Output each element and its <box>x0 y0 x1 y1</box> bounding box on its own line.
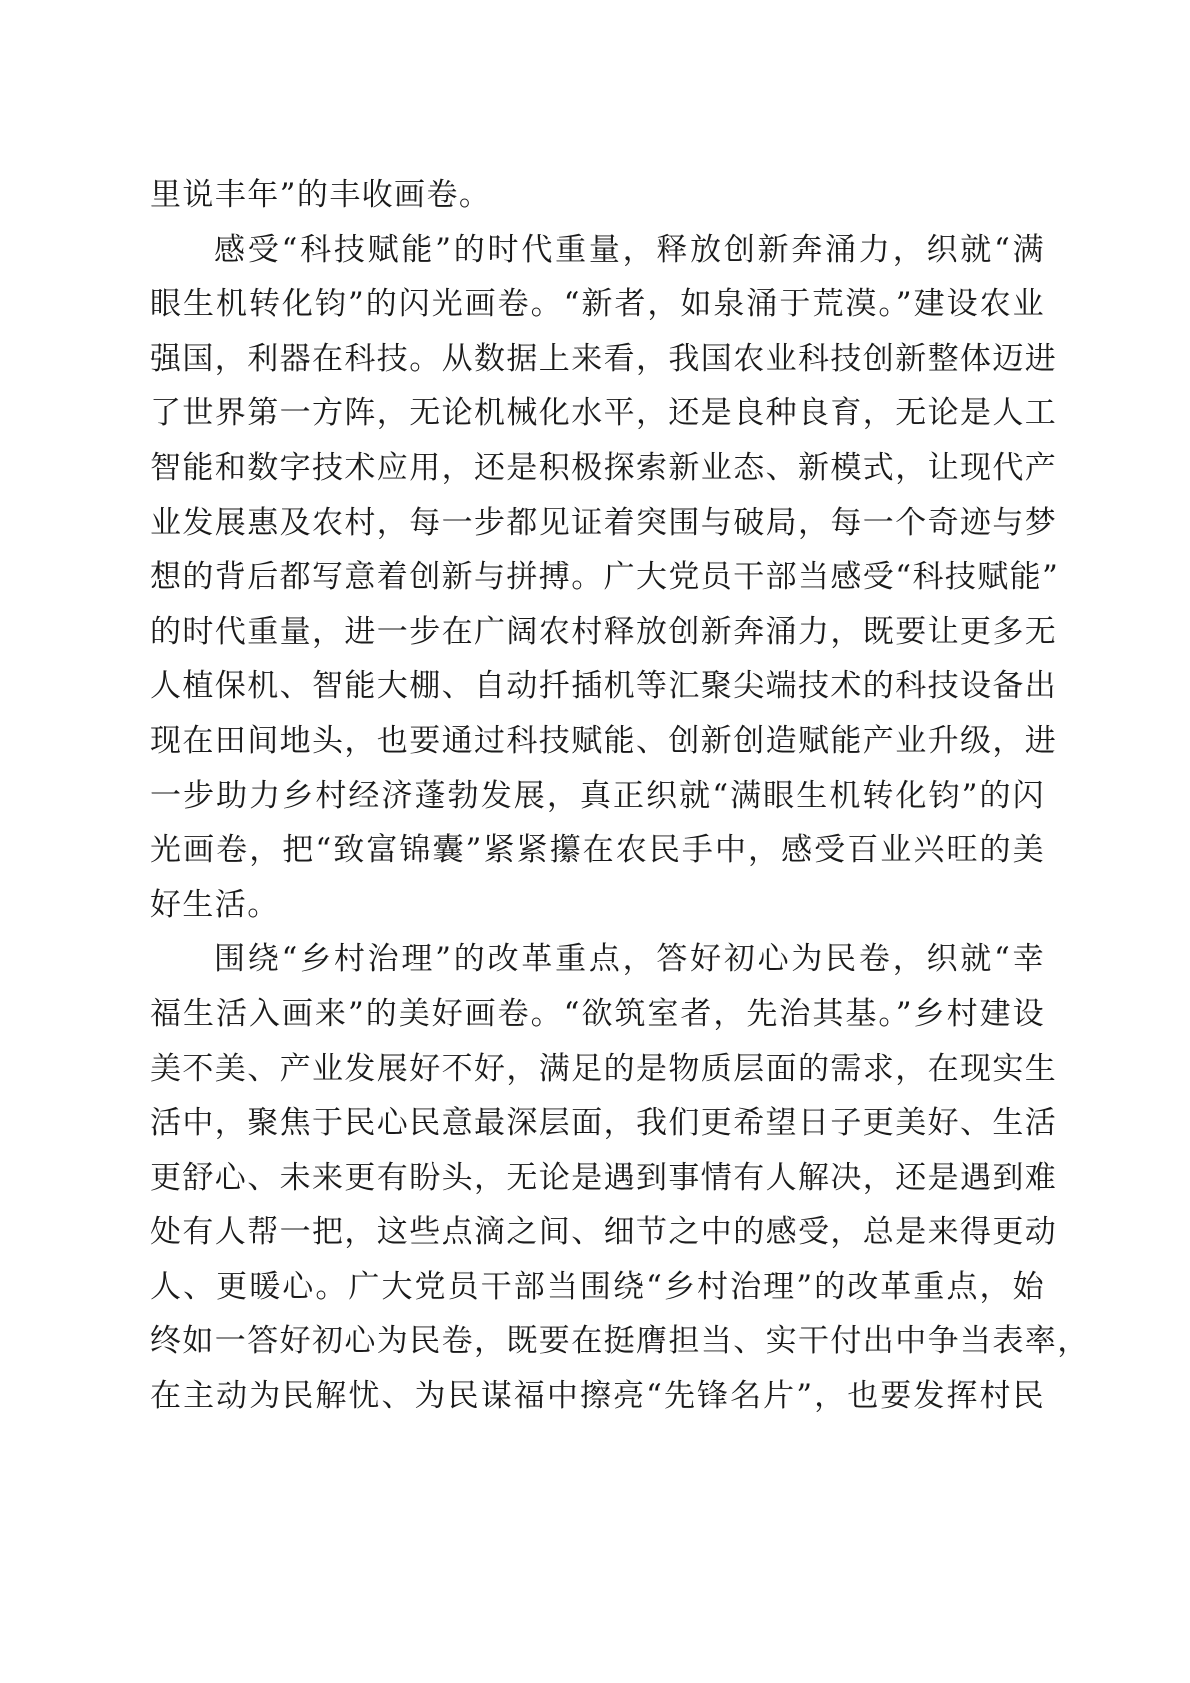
paragraph-2-line-2: 眼生机转化钧”的闪光画卷。“新者，如泉涌于荒漠。”建设农业 <box>150 286 1045 323</box>
paragraph-2-line-10: 现在田间地头，也要通过科技赋能、创新创造赋能产业升级，进 <box>150 722 1058 759</box>
paragraph-2-line-12: 光画卷，把“致富锦囊”紧紧攥在农民手中，感受百业兴旺的美 <box>150 832 1045 869</box>
paragraph-2-line-11: 一步助力乡村经济蓬勃发展，真正织就“满眼生机转化钧”的闪 <box>150 777 1045 814</box>
paragraph-1-line-1: 里说丰年”的丰收画卷。 <box>150 177 492 213</box>
paragraph-2-line-1: 感受“科技赋能”的时代重量，释放创新奔涌力，织就“满 <box>214 231 1045 268</box>
paragraph-2-line-7: 想的背后都写意着创新与拼搏。广大党员干部当感受“科技赋能” <box>150 559 1060 596</box>
paragraph-3-line-8: 终如一答好初心为民卷，既要在挺膺担当、实干付出中争当表率， <box>150 1323 1090 1360</box>
paragraph-3-line-7: 人、更暖心。广大党员干部当围绕“乡村治理”的改革重点，始 <box>150 1268 1045 1305</box>
paragraph-3-line-5: 更舒心、未来更有盼头，无论是遇到事情有人解决，还是遇到难 <box>150 1159 1058 1196</box>
paragraph-2-line-4: 了世界第一方阵，无论机械化水平，还是良种良育，无论是人工 <box>150 395 1058 432</box>
paragraph-3-line-9: 在主动为民解忧、为民谋福中擦亮“先锋名片”，也要发挥村民 <box>150 1378 1045 1415</box>
paragraph-2-line-3: 强国，利器在科技。从数据上来看，我国农业科技创新整体迈进 <box>150 340 1058 377</box>
paragraph-3-line-4: 活中，聚焦于民心民意最深层面，我们更希望日子更美好、生活 <box>150 1105 1058 1142</box>
paragraph-2-line-9: 人植保机、智能大棚、自动扦插机等汇聚尖端技术的科技设备出 <box>150 668 1058 705</box>
paragraph-2-line-8: 的时代重量，进一步在广阔农村释放创新奔涌力，既要让更多无 <box>150 613 1058 650</box>
paragraph-3-line-1: 围绕“乡村治理”的改革重点，答好初心为民卷，织就“幸 <box>214 941 1045 978</box>
paragraph-3-line-3: 美不美、产业发展好不好，满足的是物质层面的需求，在现实生 <box>150 1050 1058 1087</box>
paragraph-2-line-5: 智能和数字技术应用，还是积极探索新业态、新模式，让现代产 <box>150 449 1058 486</box>
paragraph-3-line-2: 福生活入画来”的美好画卷。“欲筑室者，先治其基。”乡村建设 <box>150 995 1045 1032</box>
body-text <box>150 168 1090 1424</box>
paragraph-2-line-13: 好生活。 <box>150 886 280 923</box>
paragraph-2-line-6: 业发展惠及农村，每一步都见证着突围与破局，每一个奇迹与梦 <box>150 504 1058 541</box>
paragraph-3-line-6: 处有人帮一把，这些点滴之间、细节之中的感受，总是来得更动 <box>150 1214 1058 1251</box>
